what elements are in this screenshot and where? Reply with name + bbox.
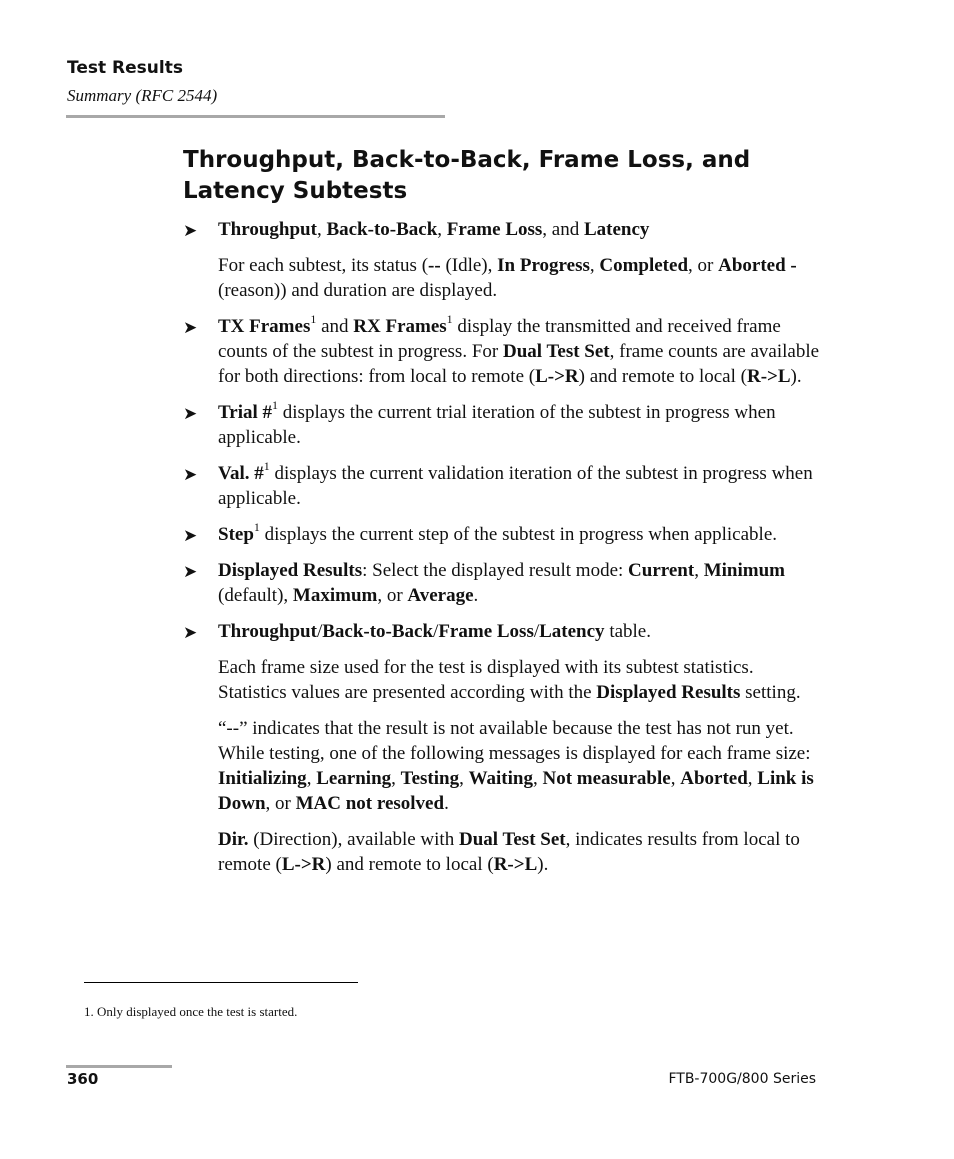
term: Displayed Results	[218, 560, 363, 581]
bullet-arrow-icon: ➤	[183, 526, 198, 545]
text: and	[316, 316, 354, 337]
text: (reason)) and duration are displayed.	[218, 280, 498, 301]
footnote: 1. Only displayed once the test is started.	[84, 1004, 298, 1019]
text: For each subtest, its status (	[218, 255, 429, 276]
text: displays the current validation iteration of the subtest in progress when applicable.	[218, 463, 813, 509]
footnote-ref: 1	[446, 311, 453, 326]
term: Latency	[583, 219, 650, 240]
list-item-table	[183, 619, 823, 644]
term: Aborted -	[718, 255, 797, 276]
running-header-subtitle: Summary (RFC 2544)	[67, 86, 218, 105]
footnote-ref: 1	[272, 397, 279, 412]
term: TX Frames	[218, 316, 311, 337]
term: Throughput	[218, 621, 317, 642]
footer-product-name: FTB-700G/800 Series	[668, 1071, 816, 1087]
content-body	[183, 217, 823, 888]
footnote-ref: 1	[263, 458, 270, 473]
footnote-ref: 1	[310, 311, 317, 326]
footnote-rule	[84, 982, 358, 983]
term: Minimum	[703, 560, 785, 581]
term: Link is Down	[218, 768, 814, 814]
term: Throughput	[218, 219, 317, 240]
bullet-arrow-icon: ➤	[183, 404, 198, 423]
text: , or	[377, 585, 408, 606]
text: , and	[542, 219, 584, 240]
text: Each frame size used for the test is displayed with its subtest statistics. Statistics values are presented according with the	[218, 657, 754, 703]
text: .	[444, 793, 449, 814]
term: Average	[407, 585, 474, 606]
term: Learning	[316, 768, 392, 789]
text: ).	[537, 854, 549, 875]
term: Back-to-Back	[326, 219, 438, 240]
page-number: 360	[67, 1070, 99, 1088]
text: ,	[316, 219, 327, 240]
text: (Direction), available with	[248, 829, 459, 850]
text: ,	[747, 768, 758, 789]
term: Waiting	[468, 768, 533, 789]
term: Trial #	[218, 402, 273, 423]
text: : Select the displayed result mode:	[362, 560, 629, 581]
text: ,	[670, 768, 681, 789]
term: Dir.	[218, 829, 249, 850]
term: Frame Loss	[438, 621, 534, 642]
term: Displayed Results	[596, 682, 741, 703]
term: Initializing	[218, 768, 307, 789]
term: --	[428, 255, 441, 276]
term: MAC not resolved	[295, 793, 445, 814]
footnote-ref: 1	[253, 519, 260, 534]
term: Dual Test Set	[458, 829, 566, 850]
bullet-arrow-icon: ➤	[183, 318, 198, 337]
bullet-arrow-icon: ➤	[183, 562, 198, 581]
list-item-validation	[183, 458, 823, 511]
text: ) and remote to local (	[325, 854, 494, 875]
text: ,	[391, 768, 401, 789]
term: Testing	[400, 768, 460, 789]
text: display the transmitted and received frame counts of the subtest in progress. For	[218, 316, 781, 362]
term: Val. #	[218, 463, 264, 484]
text: (Idle),	[440, 255, 498, 276]
bullet-arrow-icon: ➤	[183, 221, 198, 240]
term: Frame Loss	[446, 219, 543, 240]
bullet-arrow-icon: ➤	[183, 465, 198, 484]
paragraph-status	[183, 253, 823, 303]
running-header-title: Test Results	[67, 58, 183, 78]
term: R->L	[493, 854, 538, 875]
list-item-frames	[183, 311, 823, 389]
text: , frame counts are available for both directions: from local to remote (	[218, 341, 820, 387]
term: Latency	[539, 621, 605, 642]
text: , indicates results from local to remote (	[218, 829, 800, 875]
text: (default),	[218, 585, 293, 606]
term: Back-to-Back	[322, 621, 434, 642]
footer-rule	[66, 1065, 172, 1068]
term: Not measurable	[542, 768, 671, 789]
term: Maximum	[292, 585, 378, 606]
term: In Progress	[497, 255, 590, 276]
text: /	[316, 621, 323, 642]
term: L->R	[281, 854, 326, 875]
paragraph-direction	[183, 827, 823, 877]
text: setting.	[740, 682, 801, 703]
text: “--” indicates that the result is not available because the test has not run yet. While testing, one of the following messages is displayed for each frame size:	[218, 718, 811, 764]
term: L->R	[535, 366, 579, 387]
paragraph-not-available	[183, 716, 823, 816]
term: Dual Test Set	[502, 341, 610, 362]
term: Aborted	[680, 768, 748, 789]
text: /	[433, 621, 439, 642]
text: ) and remote to local (	[578, 366, 747, 387]
text: table.	[604, 621, 651, 642]
list-item-displayed-results	[183, 558, 823, 608]
text: ,	[532, 768, 543, 789]
text: ,	[437, 219, 447, 240]
text: displays the current trial iteration of the subtest in progress when applicable.	[218, 402, 776, 448]
term: Current	[628, 560, 695, 581]
bullet-arrow-icon: ➤	[183, 623, 198, 642]
term: Completed	[599, 255, 689, 276]
text: ,	[694, 560, 704, 581]
text: , or	[688, 255, 719, 276]
term: RX Frames	[353, 316, 447, 337]
text: ,	[459, 768, 469, 789]
term: Step	[218, 524, 254, 545]
list-item-trial	[183, 397, 823, 450]
list-item-subtests	[183, 217, 823, 242]
term: R->L	[746, 366, 791, 387]
text: ).	[790, 366, 802, 387]
text: , or	[265, 793, 296, 814]
section-heading: Throughput, Back-to-Back, Frame Loss, and Latency Subtests	[183, 147, 751, 204]
paragraph-frame-size	[183, 655, 823, 705]
text: ,	[589, 255, 600, 276]
text: ,	[306, 768, 317, 789]
text: displays the current step of the subtest in progress when applicable.	[259, 524, 777, 545]
text: .	[473, 585, 479, 606]
header-rule	[66, 115, 445, 118]
text: /	[533, 621, 540, 642]
list-item-step	[183, 519, 823, 547]
